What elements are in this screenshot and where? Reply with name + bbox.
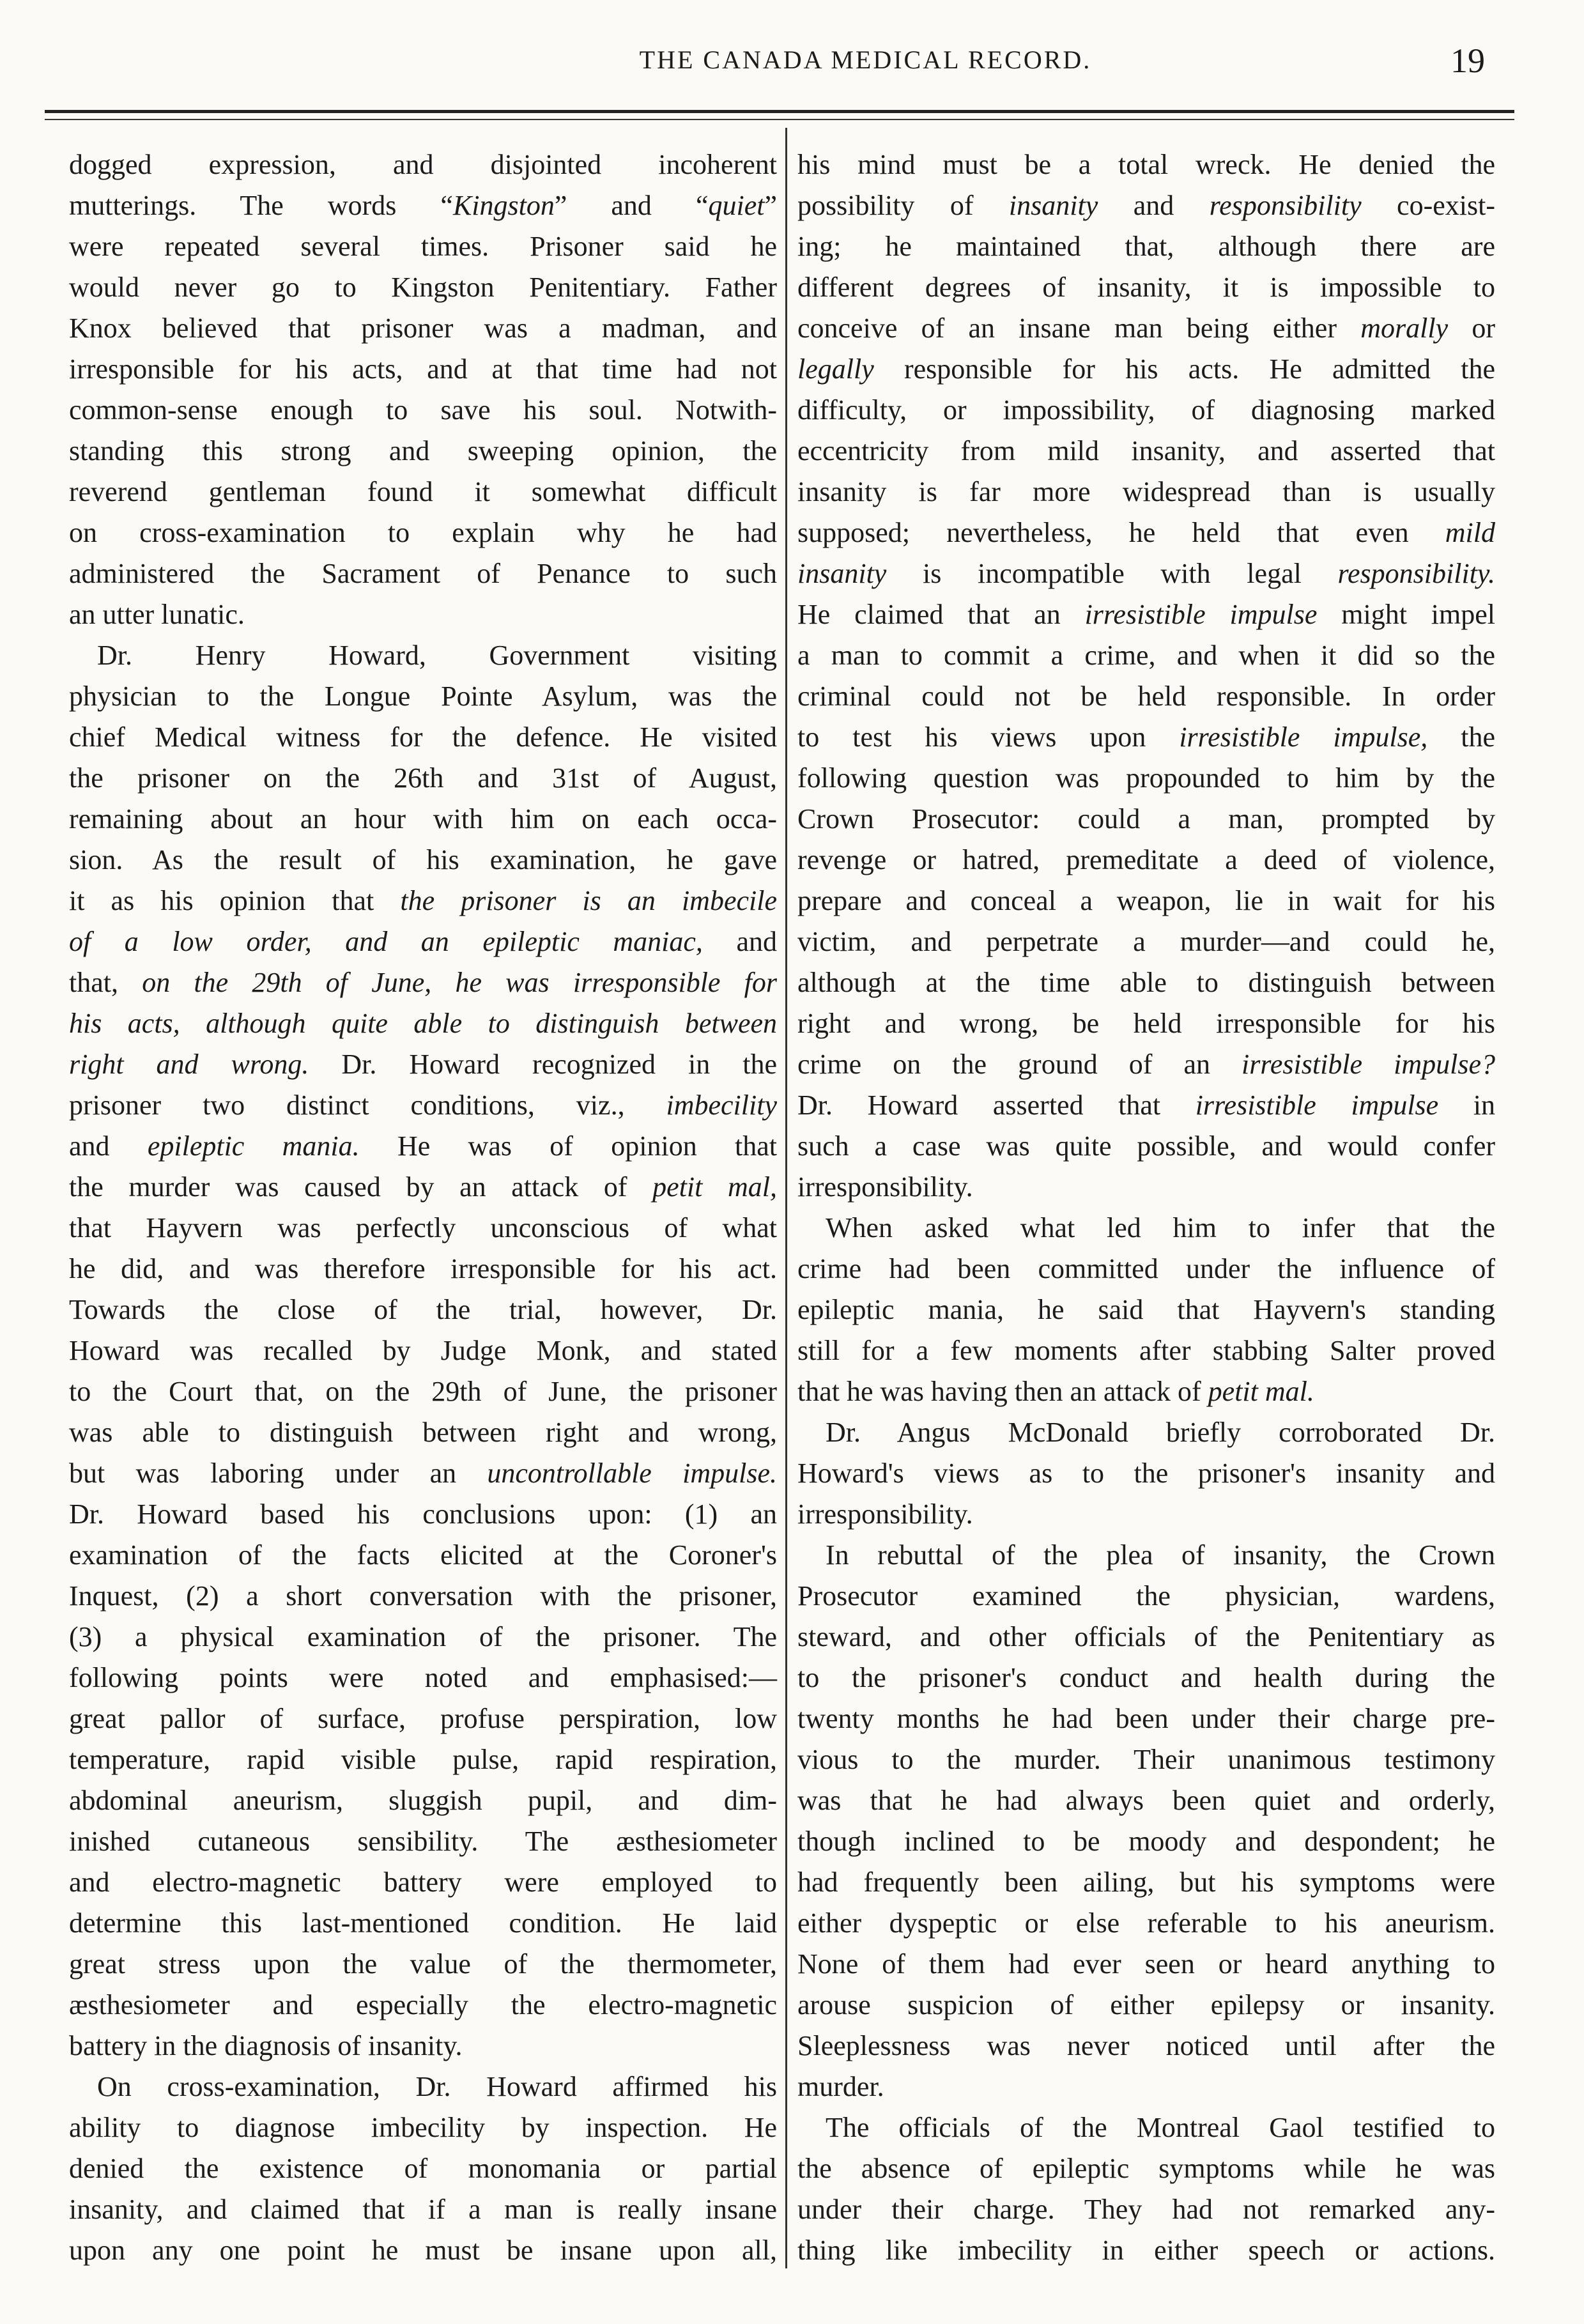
text-line bbox=[69, 1576, 777, 1617]
text-line bbox=[69, 1167, 777, 1208]
text-line bbox=[69, 594, 777, 635]
journal-title: THE CANADA MEDICAL RECORD. bbox=[639, 45, 1092, 74]
text: would never go to Kingston Penitentiary. Father bbox=[69, 272, 777, 303]
paragraph bbox=[797, 1412, 1495, 1535]
text: dogged expression, and disjointed incoherent bbox=[69, 149, 777, 180]
text: or bbox=[1448, 312, 1495, 344]
text-line bbox=[69, 512, 777, 553]
text: Prosecutor examined the physician, wardens, bbox=[797, 1580, 1495, 1612]
italic-text: his acts, although quite able to distinguish between bbox=[69, 1008, 777, 1039]
column-divider bbox=[785, 128, 787, 2268]
text: Dr. Howard based his conclusions upon: (1) an bbox=[69, 1498, 777, 1530]
text-line bbox=[797, 144, 1495, 185]
text-line bbox=[797, 308, 1495, 349]
text: ability to diagnose imbecility by inspection. He bbox=[69, 2112, 777, 2143]
text-line bbox=[69, 267, 777, 308]
text: supposed; nevertheless, he held that even bbox=[797, 517, 1445, 548]
text-line bbox=[69, 921, 777, 962]
text-line bbox=[797, 881, 1495, 921]
text-line bbox=[69, 799, 777, 840]
text: Dr. Angus McDonald briefly corroborated Dr. bbox=[826, 1417, 1495, 1448]
text: still for a few moments after stabbing Salter proved bbox=[797, 1335, 1495, 1366]
text: ” and “ bbox=[554, 190, 709, 221]
italic-text: legally bbox=[797, 353, 874, 385]
text: to test his views upon bbox=[797, 721, 1180, 753]
text-line bbox=[797, 1576, 1495, 1617]
text-line bbox=[797, 1944, 1495, 1985]
italic-text: of a low order, and an epileptic maniac, bbox=[69, 926, 703, 957]
text: On cross-examination, Dr. Howard affirmed his bbox=[97, 2071, 777, 2102]
text-line bbox=[797, 431, 1495, 472]
text: an utter lunatic. bbox=[69, 599, 245, 630]
text-line bbox=[797, 1903, 1495, 1944]
text: steward, and other officials of the Penitentiary as bbox=[797, 1621, 1495, 1652]
text: and electro-magnetic battery were employed to bbox=[69, 1866, 777, 1898]
text-line bbox=[797, 1412, 1495, 1453]
text: æsthesiometer and especially the electro-magnetic bbox=[69, 1989, 777, 2020]
text: administered the Sacrament of Penance to such bbox=[69, 558, 777, 589]
text-line bbox=[69, 2026, 777, 2066]
text: to the prisoner's conduct and health during the bbox=[797, 1662, 1495, 1693]
text: upon any one point he must be insane upon all, bbox=[69, 2235, 777, 2266]
text-line bbox=[797, 226, 1495, 267]
text-line bbox=[797, 635, 1495, 676]
text: None of them had ever seen or heard anything to bbox=[797, 1948, 1495, 1980]
text: Knox believed that prisoner was a madman, and bbox=[69, 312, 777, 344]
italic-text: uncontrollable impulse. bbox=[487, 1458, 777, 1489]
running-header bbox=[0, 42, 1584, 89]
text: great pallor of surface, profuse perspiration, low bbox=[69, 1703, 777, 1734]
text: determine this last-mentioned condition. He laid bbox=[69, 1907, 777, 1939]
italic-text: epileptic mania. bbox=[147, 1130, 360, 1162]
text-line bbox=[69, 1126, 777, 1167]
text: though inclined to be moody and despondent; he bbox=[797, 1826, 1495, 1857]
text-line bbox=[69, 1044, 777, 1085]
text: Dr. Henry Howard, Government visiting bbox=[97, 640, 777, 671]
text: co-exist- bbox=[1361, 190, 1495, 221]
italic-text: irresistible impulse bbox=[1084, 599, 1318, 630]
text: a man to commit a crime, and when it did so the bbox=[797, 640, 1495, 671]
text: irresponsibility. bbox=[797, 1171, 973, 1203]
text: the murder was caused by an attack of bbox=[69, 1171, 653, 1203]
text-line bbox=[797, 717, 1495, 758]
text: denied the existence of monomania or partial bbox=[69, 2153, 777, 2184]
text: that, bbox=[69, 967, 142, 998]
text-line bbox=[797, 840, 1495, 881]
text-line bbox=[69, 1494, 777, 1535]
text-line bbox=[69, 144, 777, 185]
paragraph bbox=[69, 2066, 777, 2271]
right-column bbox=[797, 144, 1495, 2271]
text-line bbox=[797, 1085, 1495, 1126]
text-line bbox=[797, 1044, 1495, 1085]
paragraph bbox=[797, 1535, 1495, 2107]
paragraph bbox=[797, 2107, 1495, 2271]
text: He claimed that an bbox=[797, 599, 1085, 630]
text-line bbox=[797, 1003, 1495, 1044]
text-line bbox=[69, 1617, 777, 1658]
text-line bbox=[797, 1780, 1495, 1821]
text: mutterings. The words “ bbox=[69, 190, 453, 221]
text: and bbox=[1098, 190, 1210, 221]
text-line bbox=[69, 1535, 777, 1576]
text-line bbox=[797, 553, 1495, 594]
text-line bbox=[69, 1780, 777, 1821]
text: conceive of an insane man being either bbox=[797, 312, 1361, 344]
text: examination of the facts elicited at the Coroner's bbox=[69, 1539, 777, 1571]
text-line bbox=[797, 185, 1495, 226]
text-line bbox=[69, 2230, 777, 2271]
text-line bbox=[797, 594, 1495, 635]
text-line bbox=[797, 1698, 1495, 1739]
text: ing; he maintained that, although there are bbox=[797, 231, 1495, 262]
text-line bbox=[797, 390, 1495, 431]
text-line bbox=[69, 758, 777, 799]
text-line bbox=[797, 2189, 1495, 2230]
text: Sleeplessness was never noticed until after the bbox=[797, 2030, 1495, 2061]
text: crime on the ground of an bbox=[797, 1049, 1242, 1080]
italic-text: irresistible impulse, bbox=[1179, 721, 1428, 753]
text: on cross-examination to explain why he had bbox=[69, 517, 777, 548]
text-line bbox=[69, 185, 777, 226]
text: to the Court that, on the 29th of June, the prisoner bbox=[69, 1376, 777, 1407]
text-line bbox=[797, 2230, 1495, 2271]
text: following question was propounded to him by the bbox=[797, 762, 1495, 794]
italic-text: insanity bbox=[797, 558, 887, 589]
text-line bbox=[69, 226, 777, 267]
text-line bbox=[797, 1535, 1495, 1576]
italic-text: Kingston bbox=[452, 190, 555, 221]
text: remaining about an hour with him on each occa- bbox=[69, 803, 777, 835]
text: murder. bbox=[797, 2071, 884, 2102]
text: epileptic mania, he said that Hayvern's standing bbox=[797, 1294, 1495, 1325]
text: irresponsible for his acts, and at that time had not bbox=[69, 353, 777, 385]
italic-text: responsibility bbox=[1209, 190, 1362, 221]
text: abdominal aneurism, sluggish pupil, and dim- bbox=[69, 1785, 777, 1816]
italic-text: petit mal. bbox=[1208, 1376, 1314, 1407]
text: great stress upon the value of the thermometer, bbox=[69, 1948, 777, 1980]
text: twenty months he had been under their charge pre- bbox=[797, 1703, 1495, 1734]
text-line bbox=[69, 472, 777, 512]
text: although at the time able to distinguish between bbox=[797, 967, 1495, 998]
text: Howard's views as to the prisoner's insanity and bbox=[797, 1458, 1495, 1489]
text: prisoner two distinct conditions, viz., bbox=[69, 1089, 666, 1121]
text-line bbox=[69, 1862, 777, 1903]
text: standing this strong and sweeping opinion, the bbox=[69, 435, 777, 466]
text-line bbox=[797, 2107, 1495, 2148]
text-line bbox=[797, 349, 1495, 390]
text-line bbox=[69, 1371, 777, 1412]
text: had frequently been ailing, but his symptoms were bbox=[797, 1866, 1495, 1898]
text: sion. As the result of his examination, he gave bbox=[69, 844, 777, 875]
text: irresponsibility. bbox=[797, 1498, 973, 1530]
text-line bbox=[797, 1208, 1495, 1249]
text: he did, and was therefore irresponsible for his act. bbox=[69, 1253, 777, 1284]
text: insanity is far more widespread than is usually bbox=[797, 476, 1495, 507]
text: Dr. Howard asserted that bbox=[797, 1089, 1196, 1121]
text: under their charge. They had not remarked any- bbox=[797, 2194, 1495, 2225]
text-line bbox=[797, 1330, 1495, 1371]
text: vious to the murder. Their unanimous testimony bbox=[797, 1744, 1495, 1775]
text-line bbox=[69, 2066, 777, 2107]
text: and bbox=[69, 1130, 148, 1162]
text-line bbox=[69, 2189, 777, 2230]
text: but was laboring under an bbox=[69, 1458, 488, 1489]
text: crime had been committed under the influence of bbox=[797, 1253, 1495, 1284]
text: victim, and perpetrate a murder—and could he, bbox=[797, 926, 1495, 957]
text-line bbox=[69, 1821, 777, 1862]
text: Dr. Howard recognized in the bbox=[309, 1049, 777, 1080]
italic-text: imbecility bbox=[666, 1089, 777, 1121]
text-line bbox=[69, 1739, 777, 1780]
text: his mind must be a total wreck. He denied the bbox=[797, 149, 1495, 180]
text: insanity, and claimed that if a man is really insane bbox=[69, 2194, 777, 2225]
text: that he was having then an attack of bbox=[797, 1376, 1208, 1407]
text-line bbox=[69, 349, 777, 390]
text: inished cutaneous sensibility. The æsthesiometer bbox=[69, 1826, 777, 1857]
text: right and wrong, be held irresponsible for his bbox=[797, 1008, 1495, 1039]
text-line bbox=[69, 1330, 777, 1371]
text: Towards the close of the trial, however, Dr. bbox=[69, 1294, 777, 1325]
text-line bbox=[69, 717, 777, 758]
text-line bbox=[797, 1617, 1495, 1658]
text: physician to the Longue Pointe Asylum, was the bbox=[69, 681, 777, 712]
header-rule-thick bbox=[45, 110, 1514, 113]
text: the absence of epileptic symptoms while he was bbox=[797, 2153, 1495, 2184]
text: it as his opinion that bbox=[69, 885, 401, 916]
italic-text: morally bbox=[1360, 312, 1449, 344]
text-line bbox=[797, 799, 1495, 840]
text-line bbox=[797, 1289, 1495, 1330]
text-line bbox=[797, 1862, 1495, 1903]
text: revenge or hatred, premeditate a deed of violence, bbox=[797, 844, 1495, 875]
italic-text: the prisoner is an imbecile bbox=[400, 885, 777, 916]
italic-text: right and wrong. bbox=[69, 1049, 309, 1080]
text-line bbox=[797, 1658, 1495, 1698]
text-line bbox=[69, 1903, 777, 1944]
text: either dyspeptic or else referable to his aneurism. bbox=[797, 1907, 1495, 1939]
text-line bbox=[69, 308, 777, 349]
text-line bbox=[69, 390, 777, 431]
text-line bbox=[69, 2107, 777, 2148]
text: reverend gentleman found it somewhat difficult bbox=[69, 476, 777, 507]
text: chief Medical witness for the defence. He visited bbox=[69, 721, 777, 753]
text: in bbox=[1438, 1089, 1495, 1121]
header-rule-thin bbox=[45, 119, 1514, 120]
text: responsible for his acts. He admitted the bbox=[873, 353, 1495, 385]
text: In rebuttal of the plea of insanity, the Crown bbox=[826, 1539, 1495, 1571]
paragraph bbox=[69, 635, 777, 2066]
text: The officials of the Montreal Gaol testified to bbox=[826, 2112, 1495, 2143]
text: Howard was recalled by Judge Monk, and stated bbox=[69, 1335, 777, 1366]
italic-text: on the 29th of June, he was irresponsible for bbox=[142, 967, 777, 998]
text: and bbox=[702, 926, 777, 957]
paragraph bbox=[69, 144, 777, 635]
text-line bbox=[797, 2148, 1495, 2189]
text: (3) a physical examination of the prisoner. The bbox=[69, 1621, 777, 1652]
text-line bbox=[69, 431, 777, 472]
text: different degrees of insanity, it is impossible to bbox=[797, 272, 1495, 303]
text-line bbox=[797, 1249, 1495, 1289]
text: were repeated several times. Prisoner said he bbox=[69, 231, 777, 262]
text-line bbox=[69, 1412, 777, 1453]
text-line bbox=[797, 676, 1495, 717]
text-line bbox=[69, 2148, 777, 2189]
text: was able to distinguish between right and wrong, bbox=[69, 1417, 777, 1448]
paragraph bbox=[797, 1208, 1495, 1412]
page-number: 19 bbox=[1450, 42, 1485, 80]
text-line bbox=[69, 1249, 777, 1289]
text-line bbox=[797, 472, 1495, 512]
italic-text: irresistible impulse? bbox=[1242, 1049, 1495, 1080]
text: When asked what led him to infer that the bbox=[826, 1212, 1495, 1243]
italic-text: responsibility. bbox=[1337, 558, 1495, 589]
text-line bbox=[797, 1739, 1495, 1780]
text-line bbox=[797, 758, 1495, 799]
text: such a case was quite possible, and would confer bbox=[797, 1130, 1495, 1162]
text-line bbox=[797, 962, 1495, 1003]
text-line bbox=[797, 1821, 1495, 1862]
text-line bbox=[797, 1167, 1495, 1208]
text: He was of opinion that bbox=[359, 1130, 777, 1162]
text-line bbox=[69, 676, 777, 717]
text: difficulty, or impossibility, of diagnosing marked bbox=[797, 394, 1495, 426]
text-line bbox=[797, 2026, 1495, 2066]
italic-text: quiet bbox=[708, 190, 765, 221]
text-line bbox=[69, 1289, 777, 1330]
text: Crown Prosecutor: could a man, prompted by bbox=[797, 803, 1495, 835]
text: was that he had always been quiet and orderly, bbox=[797, 1785, 1495, 1816]
italic-text: irresistible impulse bbox=[1195, 1089, 1439, 1121]
text-line bbox=[69, 1208, 777, 1249]
text: the prisoner on the 26th and 31st of August, bbox=[69, 762, 777, 794]
text-line bbox=[797, 921, 1495, 962]
text: is incompatible with legal bbox=[886, 558, 1338, 589]
text-line bbox=[69, 1985, 777, 2026]
text-line bbox=[69, 1944, 777, 1985]
text: battery in the diagnosis of insanity. bbox=[69, 2030, 463, 2061]
text-line bbox=[69, 1698, 777, 1739]
text-line bbox=[797, 1371, 1495, 1412]
text-line bbox=[797, 267, 1495, 308]
paragraph bbox=[797, 144, 1495, 1208]
text-line bbox=[69, 840, 777, 881]
text-line bbox=[69, 635, 777, 676]
text-line bbox=[797, 1494, 1495, 1535]
text-line bbox=[69, 962, 777, 1003]
text-line bbox=[69, 881, 777, 921]
text: ” bbox=[764, 190, 777, 221]
italic-text: petit mal, bbox=[652, 1171, 777, 1203]
text: thing like imbecility in either speech or actions. bbox=[797, 2235, 1495, 2266]
text: criminal could not be held responsible. In order bbox=[797, 681, 1495, 712]
text-line bbox=[797, 2066, 1495, 2107]
italic-text: mild bbox=[1445, 517, 1495, 548]
text-line bbox=[69, 1085, 777, 1126]
text: prepare and conceal a weapon, lie in wait for his bbox=[797, 885, 1495, 916]
text: temperature, rapid visible pulse, rapid respiration, bbox=[69, 1744, 777, 1775]
text-line bbox=[797, 1126, 1495, 1167]
text: might impel bbox=[1317, 599, 1495, 630]
text-line bbox=[797, 1985, 1495, 2026]
text-line bbox=[797, 1453, 1495, 1494]
text: that Hayvern was perfectly unconscious of what bbox=[69, 1212, 777, 1243]
text-line bbox=[69, 1658, 777, 1698]
text: following points were noted and emphasised:— bbox=[69, 1662, 777, 1693]
text: Inquest, (2) a short conversation with the prisoner, bbox=[69, 1580, 777, 1612]
text-line bbox=[797, 512, 1495, 553]
left-column bbox=[69, 144, 777, 2271]
text-line bbox=[69, 1453, 777, 1494]
text: the bbox=[1427, 721, 1496, 753]
text: common-sense enough to save his soul. Notwith- bbox=[69, 394, 777, 426]
text: possibility of bbox=[797, 190, 1009, 221]
text-line bbox=[69, 1003, 777, 1044]
text: eccentricity from mild insanity, and asserted that bbox=[797, 435, 1495, 466]
text-line bbox=[69, 553, 777, 594]
italic-text: insanity bbox=[1008, 190, 1098, 221]
text: arouse suspicion of either epilepsy or insanity. bbox=[797, 1989, 1495, 2020]
